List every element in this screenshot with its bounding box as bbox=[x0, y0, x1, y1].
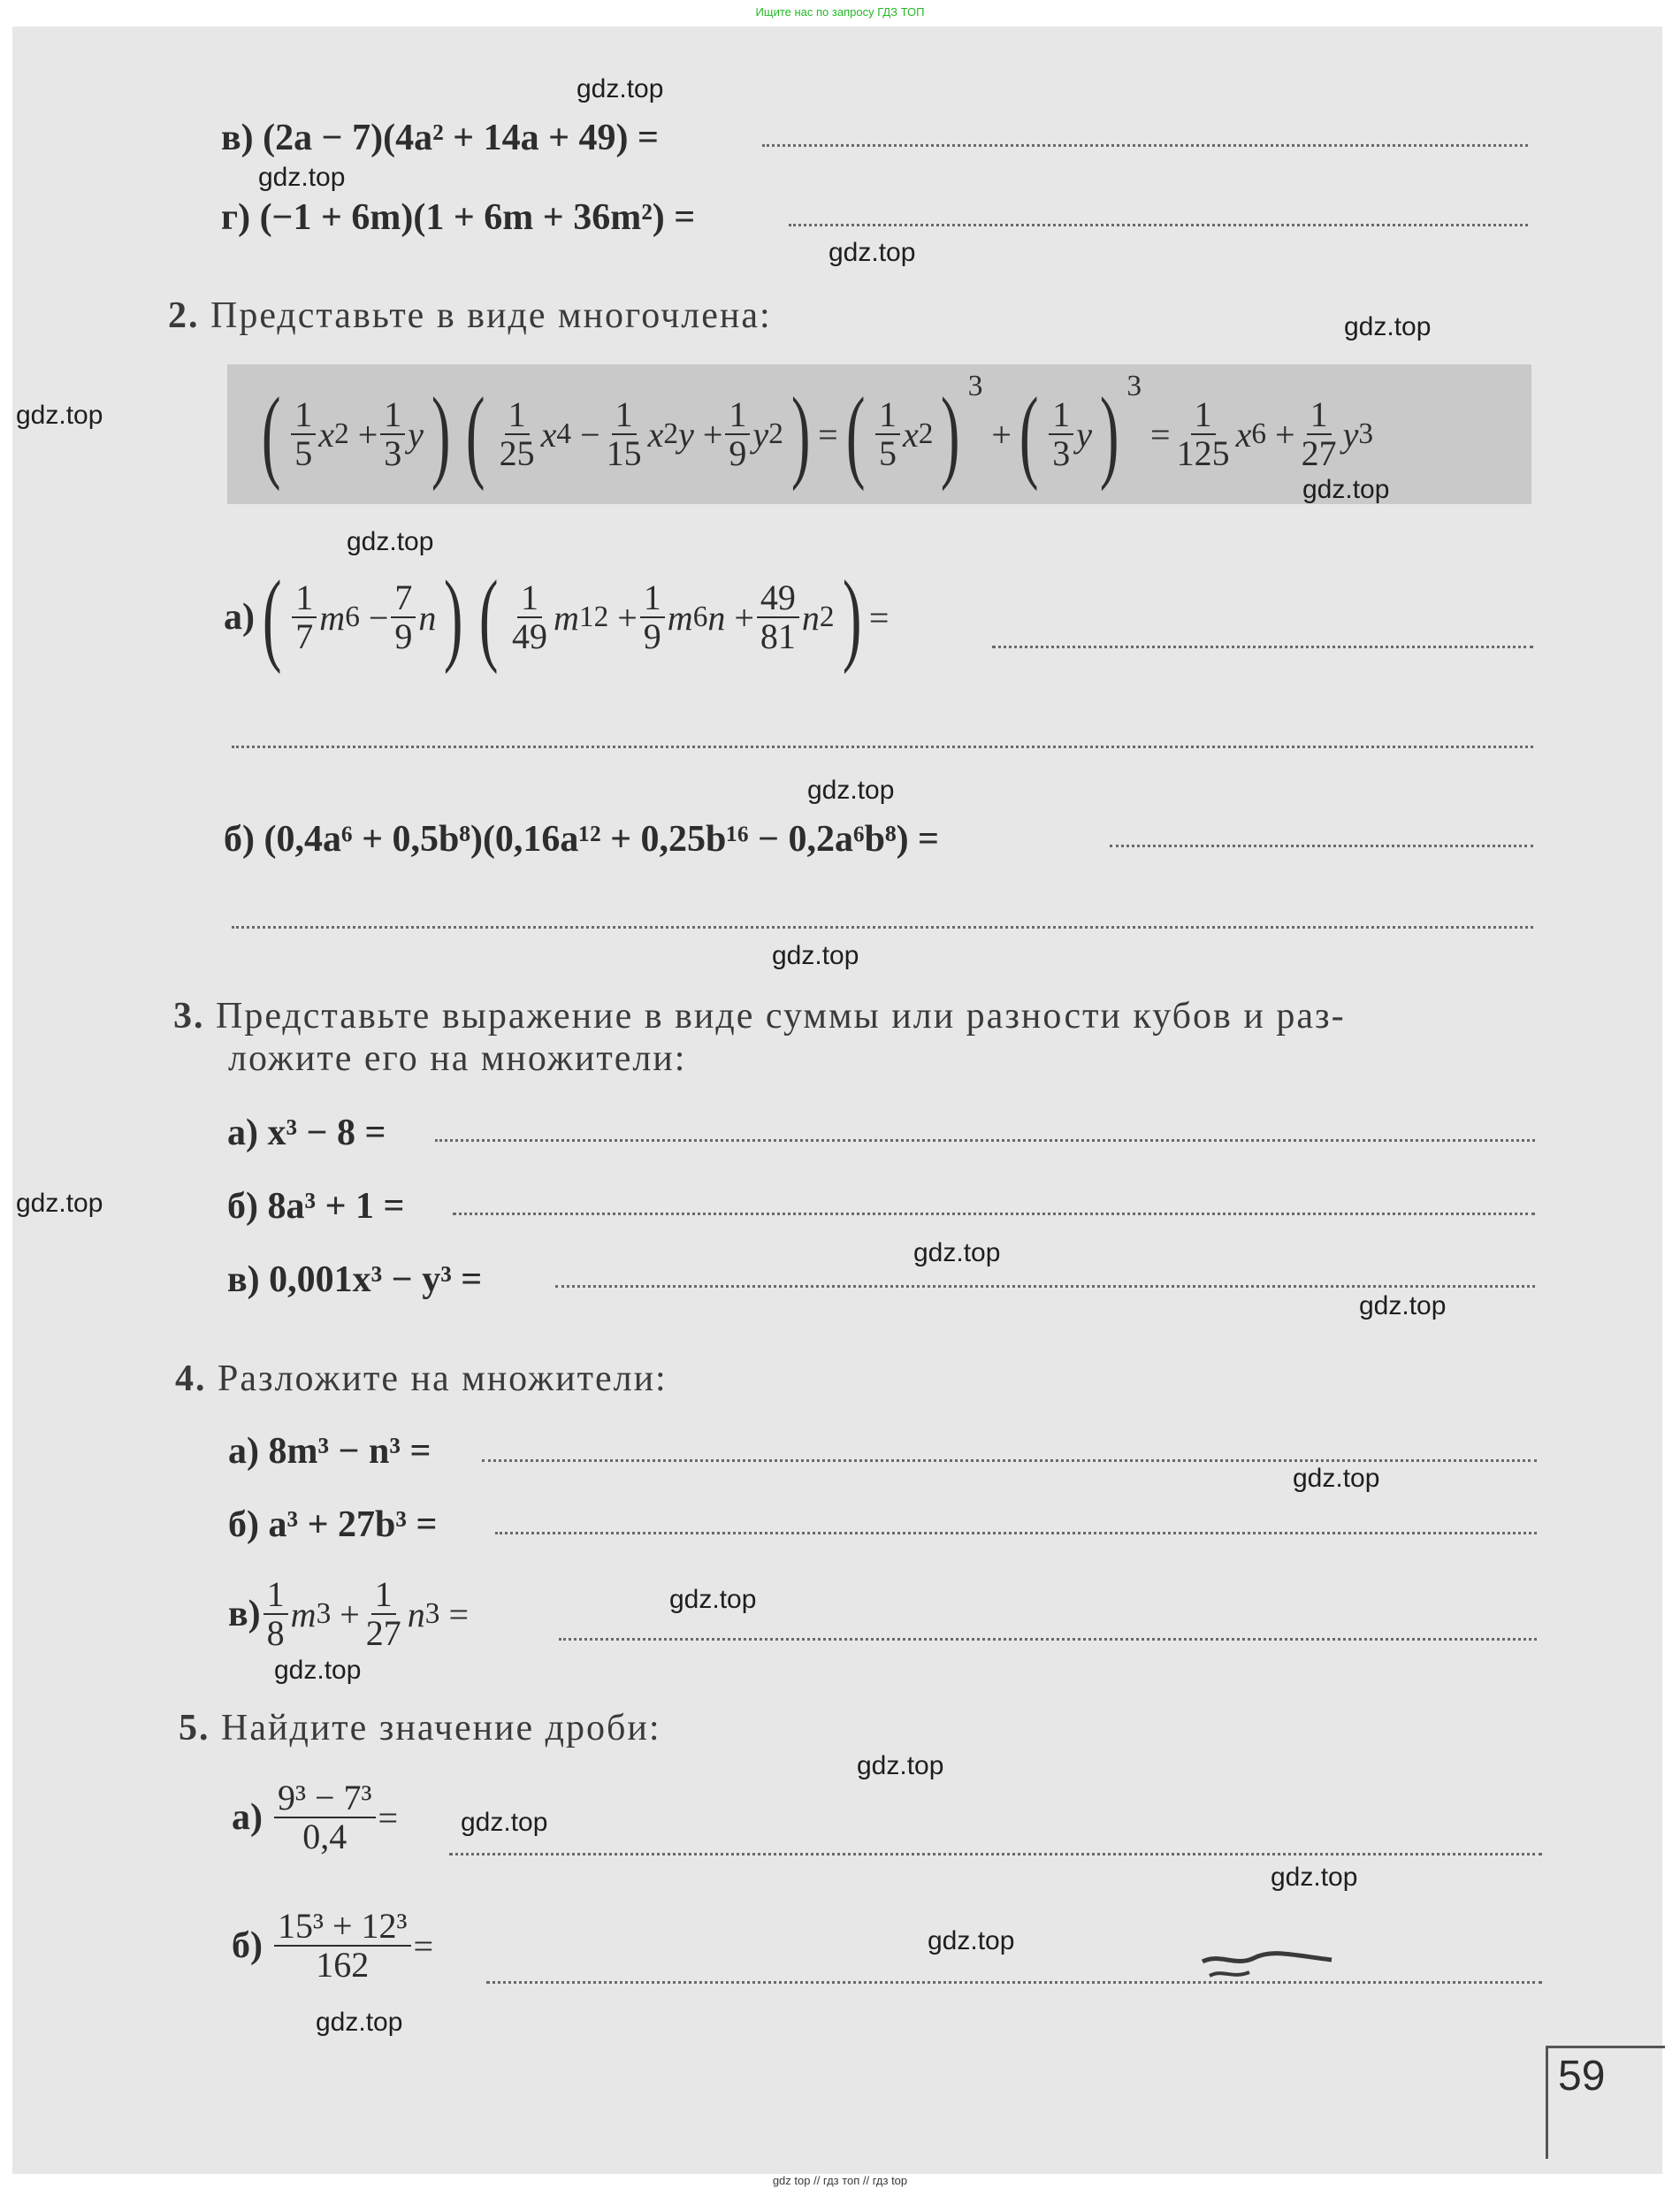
task-3-text-2: ложите его на множители: bbox=[228, 1038, 687, 1079]
label-2a: а) bbox=[224, 597, 255, 638]
task-3-heading bbox=[173, 995, 1346, 1037]
watermark: gdz.top bbox=[913, 1238, 1001, 1267]
exercise-3b: б) 8a³ + 1 = bbox=[227, 1186, 405, 1227]
watermark: gdz.top bbox=[807, 776, 895, 805]
task-4-heading bbox=[175, 1358, 668, 1400]
exercise-5a: а) $\frac{\text{9³ − 7³}}{0,4}$ = bbox=[232, 1778, 399, 1856]
expr-1g: (−1 + 6m)(1 + 6m + 36m²) = bbox=[259, 197, 696, 238]
task-5-heading bbox=[179, 1707, 661, 1749]
example-formula: ( $\frac{1}{5}$ x 2 + $\frac{1}{3}$ y ) ( $\frac{1}{25}$ x 4 − $\frac{1}{15}$ x 2 y + $\frac{1}{9}$ y 2 ) = ( $\frac{1}{5}$ x 2 ) $^3$ + ( $\frac{1}{3}$ y ) $^3$ = $\frac{1}{125}$ x 6 + $\frac{1}{27}$ y 3 bbox=[261, 370, 1374, 492]
task-2-heading bbox=[168, 295, 772, 337]
watermark: gdz.top bbox=[772, 941, 859, 970]
watermark: gdz.top bbox=[347, 527, 434, 556]
watermark: gdz.top bbox=[1271, 1863, 1358, 1892]
watermark: gdz.top bbox=[316, 2008, 403, 2037]
task-3-text-1: Представьте выражение в виде суммы или разности кубов и раз- bbox=[216, 996, 1346, 1037]
watermark: gdz.top bbox=[1344, 312, 1432, 341]
exercise-1g bbox=[221, 196, 695, 239]
label-g: г) bbox=[221, 197, 251, 238]
label-v: в) bbox=[221, 118, 254, 158]
watermark: gdz.top bbox=[928, 1926, 1015, 1955]
exercise-3v: в) 0,001x³ − y³ = bbox=[227, 1259, 483, 1300]
answer-line-4a[interactable] bbox=[482, 1459, 1537, 1462]
answer-line-1g[interactable] bbox=[789, 224, 1528, 226]
expr-2b: (0,4a⁶ + 0,5b⁸)(0,16a¹² + 0,25b¹⁶ − 0,2a⁶b⁸) = bbox=[263, 819, 939, 860]
task-4-text: Разложите на множители: bbox=[218, 1358, 668, 1399]
watermark: gdz.top bbox=[1359, 1291, 1447, 1320]
answer-line-3a[interactable] bbox=[435, 1139, 1535, 1142]
watermark: gdz.top bbox=[461, 1808, 548, 1837]
exercise-2b bbox=[224, 818, 939, 861]
watermark: gdz.top bbox=[857, 1751, 944, 1780]
watermark: gdz.top bbox=[274, 1656, 362, 1685]
top-banner: Ищите нас по запросу ГДЗ ТОП bbox=[755, 5, 925, 19]
watermark: gdz.top bbox=[1302, 475, 1390, 504]
answer-line-3v[interactable] bbox=[555, 1285, 1535, 1288]
answer-line-4b[interactable] bbox=[495, 1532, 1537, 1534]
watermark: gdz.top bbox=[669, 1585, 757, 1614]
watermark: gdz.top bbox=[829, 238, 916, 267]
exercise-3a: а) x³ − 8 = bbox=[227, 1113, 386, 1153]
answer-line-5b[interactable] bbox=[486, 1981, 1542, 1984]
watermark: gdz.top bbox=[577, 74, 664, 103]
watermark: gdz.top bbox=[258, 163, 346, 192]
task-2-number: 2. bbox=[168, 295, 200, 336]
answer-line-2a-2[interactable] bbox=[232, 746, 1533, 748]
label-2b: б) bbox=[224, 819, 255, 860]
expr-1v: (2a − 7)(4a² + 14a + 49) = bbox=[263, 118, 659, 158]
task-3-number: 3. bbox=[173, 996, 205, 1037]
answer-line-2b-1[interactable] bbox=[1110, 845, 1533, 847]
task-5-text: Найдите значение дроби: bbox=[221, 1708, 661, 1748]
exercise-5b: б) $\frac{\text{15³ + 12³}}{162}$ = bbox=[232, 1906, 434, 1985]
watermark: gdz.top bbox=[16, 401, 103, 430]
answer-line-3b[interactable] bbox=[453, 1213, 1535, 1215]
bottom-banner: gdz top // гдз топ // гдз top bbox=[772, 2174, 908, 2187]
answer-line-5a[interactable] bbox=[449, 1853, 1542, 1856]
watermark: gdz.top bbox=[16, 1189, 103, 1218]
task-4-number: 4. bbox=[175, 1358, 207, 1399]
exercise-1v bbox=[221, 117, 659, 159]
answer-line-2b-2[interactable] bbox=[232, 926, 1533, 929]
watermark: gdz.top bbox=[1293, 1464, 1380, 1493]
pencil-scribble bbox=[1201, 1949, 1333, 1985]
answer-line-4v[interactable] bbox=[559, 1638, 1537, 1641]
exercise-4a: а) 8m³ − n³ = bbox=[228, 1431, 431, 1472]
task-2-text: Представьте в виде многочлена: bbox=[210, 295, 772, 336]
task-5-number: 5. bbox=[179, 1708, 210, 1748]
exercise-2a: а) ( $\frac{1}{7}$ m 6 − $\frac{7}{9}$ n ) ( $\frac{1}{49}$ m 12 + $\frac{1}{9}$ m 6 n + $\frac{49}{81}$ n 2 ) = bbox=[224, 559, 890, 675]
answer-line-2a-1[interactable] bbox=[992, 646, 1533, 648]
exercise-4b: б) a³ + 27b³ = bbox=[228, 1504, 438, 1545]
exercise-4v: в) $\frac{1}{8}$ m 3 + $\frac{1}{27}$ n 3 = bbox=[228, 1574, 470, 1653]
answer-line-1v[interactable] bbox=[762, 144, 1528, 147]
page-number: 59 bbox=[1558, 2053, 1606, 2100]
